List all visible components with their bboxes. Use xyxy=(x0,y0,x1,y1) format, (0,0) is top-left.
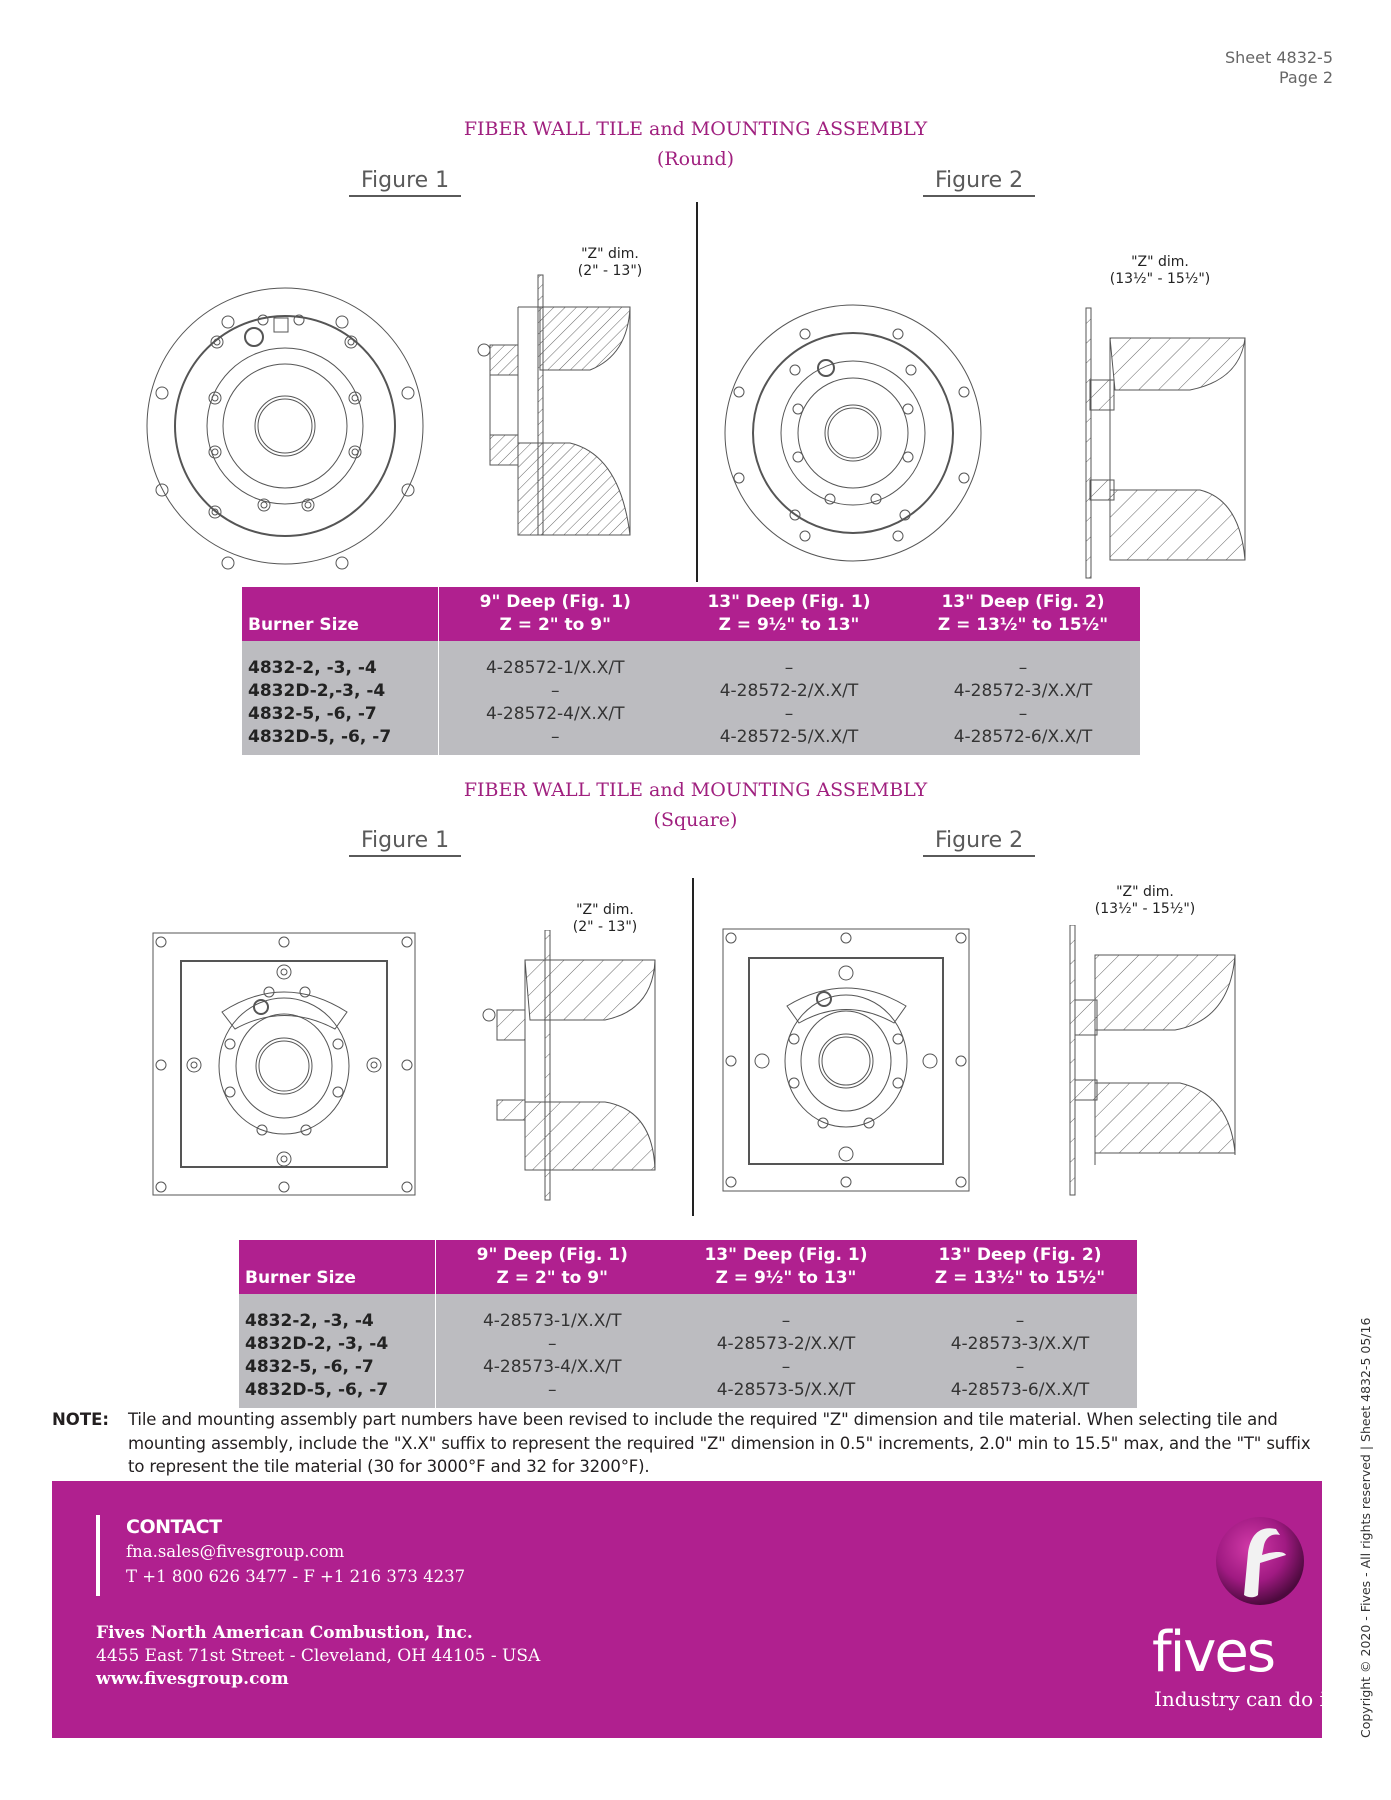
copyright-notice: Copyright © 2020 - Fives - All rights reserved | Sheet 4832-5 05/16 xyxy=(1358,1317,1373,1738)
z-dim-range: (13½" - 15½") xyxy=(1094,901,1196,917)
z-dim-label-square-fig2 xyxy=(1075,884,1215,918)
contact-title: CONTACT xyxy=(126,1516,222,1538)
parts-table-square xyxy=(239,1240,1137,1408)
company-website-link[interactable]: www.fivesgroup.com xyxy=(96,1669,289,1689)
figure-1-label-square: Figure 1 xyxy=(349,828,461,857)
table-header-row xyxy=(239,1240,1137,1294)
header-9-deep-fig1: 9" Deep (Fig. 1) Z = 2" to 9" xyxy=(438,587,672,641)
table-header-row xyxy=(242,587,1140,641)
round-front-view-fig1-drawing xyxy=(140,280,430,570)
header-13-deep-fig2: 13" Deep (Fig. 2) Z = 13½" to 15½" xyxy=(906,587,1140,641)
figure-1-label-round: Figure 1 xyxy=(349,168,461,197)
z-dim-label-square-fig1 xyxy=(555,902,655,936)
figure-2-label-round: Figure 2 xyxy=(923,168,1035,197)
parts-table-round xyxy=(242,587,1140,755)
square-front-view-fig2-drawing xyxy=(722,928,970,1192)
contact-phone: T +1 800 626 3477 - F +1 216 373 4237 xyxy=(126,1567,466,1586)
round-side-view-fig2-drawing xyxy=(1050,300,1250,590)
brand-tagline: Industry can do it xyxy=(1154,1687,1334,1711)
square-side-view-fig1-drawing xyxy=(475,930,675,1210)
z-dim-range: (13½" - 15½") xyxy=(1109,271,1211,287)
table-row: 4832-2, -3, -4 4-28572-1/X.X/T – – xyxy=(242,657,1140,680)
header-13-deep-fig1: 13" Deep (Fig. 1) Z = 9½" to 13" xyxy=(669,1240,903,1294)
contact-block xyxy=(96,1515,465,1596)
sheet-number: Sheet 4832-5 xyxy=(1224,48,1333,67)
section-title-round: FIBER WALL TILE and MOUNTING ASSEMBLY xyxy=(463,118,928,140)
figure-2-label-square: Figure 2 xyxy=(923,828,1035,857)
sheet-reference xyxy=(1225,48,1333,88)
z-dim-range: (2" - 13") xyxy=(572,919,638,935)
section-title-square: FIBER WALL TILE and MOUNTING ASSEMBLY xyxy=(463,779,928,801)
section-subtitle-square: (Square) xyxy=(653,809,738,831)
header-burner-size: Burner Size xyxy=(239,1240,435,1294)
table-row: 4832D-2, -3, -4 – 4-28573-2/X.X/T 4-28573-3/X.X/T xyxy=(239,1333,1137,1356)
square-side-view-fig2-drawing xyxy=(1030,925,1245,1210)
z-dim-label-round-fig1 xyxy=(560,246,660,280)
note-text: Tile and mounting assembly part numbers have been revised to include the required "Z" dimension and tile material. When selecting tile and mounting assembly, include the "X.X" suffix to represent the required "Z" dimension in 0.5" increments, 2.0" min to 15.5" max, and the "T" suffix to represent the tile material (30 for 3000°F and 32 for 3200°F). xyxy=(128,1410,1311,1476)
company-info xyxy=(96,1622,540,1691)
z-dim-title: "Z" dim. xyxy=(1131,254,1189,270)
round-front-view-fig2-drawing xyxy=(722,302,984,564)
round-side-view-fig1-drawing xyxy=(470,255,670,555)
z-dim-title: "Z" dim. xyxy=(576,902,634,918)
square-front-view-fig1-drawing xyxy=(152,932,417,1197)
note xyxy=(52,1408,1322,1479)
contact-email[interactable]: fna.sales@fivesgroup.com xyxy=(126,1542,345,1561)
footer-banner xyxy=(52,1481,1334,1738)
figure-divider xyxy=(692,878,694,1216)
z-dim-range: (2" - 13") xyxy=(577,263,643,279)
brand-name: fives xyxy=(1152,1620,1275,1685)
table-row: 4832D-5, -6, -7 – 4-28573-5/X.X/T 4-28573-6/X.X/T xyxy=(239,1379,1137,1408)
header-13-deep-fig1: 13" Deep (Fig. 1) Z = 9½" to 13" xyxy=(672,587,906,641)
header-burner-size: Burner Size xyxy=(242,587,438,641)
table-row: 4832D-2,-3, -4 – 4-28572-2/X.X/T 4-28572-3/X.X/T xyxy=(242,680,1140,703)
table-row: 4832D-5, -6, -7 – 4-28572-5/X.X/T 4-28572-6/X.X/T xyxy=(242,726,1140,755)
table-row: 4832-5, -6, -7 4-28573-4/X.X/T – – xyxy=(239,1356,1137,1379)
fives-logo xyxy=(1108,1515,1334,1715)
z-dim-label-round-fig2 xyxy=(1090,254,1230,288)
company-address: 4455 East 71st Street - Cleveland, OH 44105 - USA xyxy=(96,1646,541,1666)
company-name: Fives North American Combustion, Inc. xyxy=(96,1623,473,1643)
z-dim-title: "Z" dim. xyxy=(581,246,639,262)
section-subtitle-round: (Round) xyxy=(656,148,735,170)
page-number: Page 2 xyxy=(1279,68,1333,87)
z-dim-title: "Z" dim. xyxy=(1116,884,1174,900)
table-row: 4832-2, -3, -4 4-28573-1/X.X/T – – xyxy=(239,1310,1137,1333)
figure-divider xyxy=(696,202,698,582)
note-label: NOTE: xyxy=(52,1410,109,1429)
header-9-deep-fig1: 9" Deep (Fig. 1) Z = 2" to 9" xyxy=(435,1240,669,1294)
fives-sphere-icon xyxy=(1214,1515,1306,1607)
table-row: 4832-5, -6, -7 4-28572-4/X.X/T – – xyxy=(242,703,1140,726)
header-13-deep-fig2: 13" Deep (Fig. 2) Z = 13½" to 15½" xyxy=(903,1240,1137,1294)
